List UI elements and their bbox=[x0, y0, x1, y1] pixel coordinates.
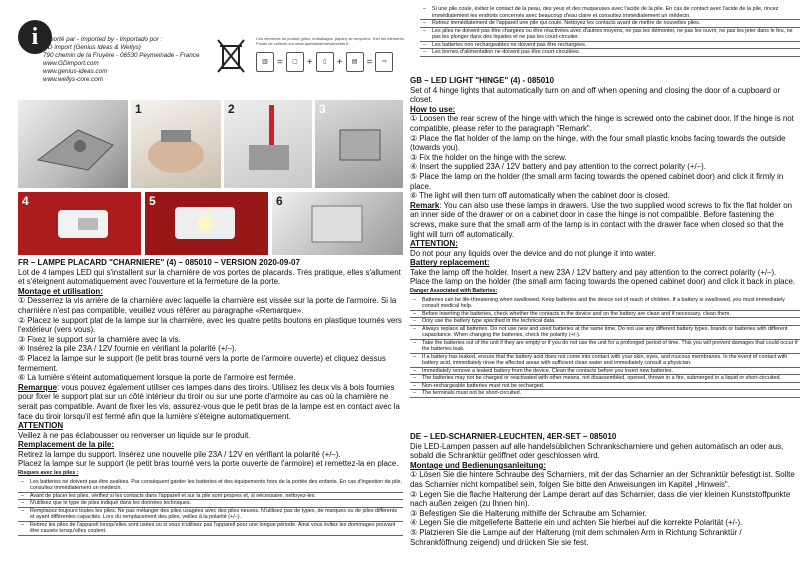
importer-line: GD import (Genius Ideas & Wellys) bbox=[43, 44, 141, 51]
photo-step-5 bbox=[145, 192, 268, 255]
gb-battery2: Place the lamp on the holder (the small arm facing towards the opened cabinet door) and click it back in place. bbox=[410, 277, 796, 287]
list-item: – Take the batteries out of the unit if they are empty or if you do not use the unit for a prolonged period of time. This you will prevent damages that could occur if the batteries leak. bbox=[410, 340, 800, 354]
photo-step-2 bbox=[224, 100, 312, 188]
battery-illustration bbox=[18, 192, 141, 255]
fr-section bbox=[18, 258, 403, 536]
right-top-list-block bbox=[420, 6, 800, 57]
info-icon: i bbox=[18, 20, 52, 54]
recycle-text: Ces éléments du produit (piles, emballages, papier) se recyclent. Trier les éléments. Points de collecte sur www.quefairedemesdechets.fr bbox=[256, 36, 405, 46]
photo-number: 5 bbox=[149, 194, 156, 208]
gb-step: ⑤ Place the lamp on the holder (the small arm facing towards the opened cabinet door) and click it firmly in place. bbox=[410, 171, 784, 191]
list-item: – Always replace all batteries. Do not use new and used batteries at the same time. Do not use any different battery types, brands or batteries with different capacitance. When changing the batteries, check the polarity (+/-). bbox=[410, 326, 800, 340]
list-item: – Si une pile coule, évitez le contact de la peau, des yeux et des muqueuses avec l'acide de la pile. En cas de contact avec l'acide de la pile, rincez immédiatement les endroits concernés avec beaucoup d'eau claire et consultez immédiatement un médecin. bbox=[420, 6, 800, 20]
gb-attention-title: ATTENTION: bbox=[410, 239, 458, 249]
fr-title: FR – LAMPE PLACARD "CHARNIERE" (4) – 085010 – VERSION 2020-09-07 bbox=[18, 258, 300, 267]
list-item: – If a battery has leaked, ensure that the battery acid does not come into contact with your skin, eyes, and mucous membranes. In the event of contact with battery acid, immediately rinse the affected areas with sufficient clean water and immediately consult a physician. bbox=[410, 354, 800, 368]
importer-line: www.GDimport.com bbox=[43, 60, 99, 67]
header bbox=[18, 18, 408, 96]
photo-step-4 bbox=[18, 192, 141, 255]
fr-risks-continued-list bbox=[420, 6, 800, 57]
bottle-icon: ▯ bbox=[316, 52, 334, 72]
gb-battery: Take the lamp off the holder. Insert a new 23A / 12V battery and pay attention to the correct polarity (+/–). bbox=[410, 267, 777, 277]
list-item: – N'utilisez que le type de piles indiqué dans les données techniques. bbox=[18, 500, 403, 508]
fr-battery-title: Remplacement de la pile: bbox=[18, 440, 115, 450]
list-item: – Les batteries non rechargeables ne doivent pas être rechargées. bbox=[420, 42, 800, 50]
list-item: – The batteries may not be charged or reactivated with other means, not disassembled, opened, thrown in a fire, submerged in a liquid or short-circuited. bbox=[410, 375, 800, 383]
gb-danger-list bbox=[410, 297, 800, 398]
right-column bbox=[410, 0, 800, 571]
fr-risks-list bbox=[18, 479, 403, 536]
arrow-icon: ⇨ bbox=[375, 52, 393, 72]
importer-line: 790 chemin de la Fruyère - 06530 Peymeinade - France bbox=[43, 52, 200, 59]
de-howto-title: Montage und Bedienungsanleitung: bbox=[410, 460, 546, 470]
fr-step: ④ Insérez la pile 23A / 12V fournie en vérifiant la polarité (+/–). bbox=[18, 344, 237, 354]
photo-hinge bbox=[18, 100, 128, 188]
list-item: – Les piles ne doivent pas être chargées ou être réactivées avec d'autres moyens, ne pas les démonter, ne pas les ouvrir, ne pas les jeter dans le feu, ne pas les plonger dans des liquides et ne pas les court-circuiter. bbox=[420, 28, 800, 42]
holder-illustration bbox=[315, 100, 403, 188]
hinge-illustration bbox=[18, 100, 128, 188]
mounted-lamp-illustration bbox=[272, 192, 403, 255]
gb-remark-text: : You can also use these lamps in drawers. Use the two supplied wood screws to fix the flat holder on an inner side of the drawer or on a cabinet door in case the hinge is not compatible. Before fastening the screws, make sure that the small arm of the lamp is in contact with the drawer face when closed so that the light will turn off automatically. bbox=[410, 200, 793, 239]
fr-step: ⑥ La lumière s'éteint automatiquement lorsque la porte de l'armoire est fermée. bbox=[18, 373, 296, 383]
photo-number: 2 bbox=[228, 102, 235, 116]
photo-step-6 bbox=[272, 192, 403, 255]
list-item: – The terminals must not be short-circuited. bbox=[410, 390, 800, 398]
paper-icon: ▤ bbox=[346, 52, 364, 72]
photo-step-1 bbox=[131, 100, 221, 188]
fr-step: ③ Fixez le support sur la charnière avec la vis. bbox=[18, 334, 181, 344]
gb-intro: Set of 4 hinge lights that automatically turn on and off when opening and closing the door of a cupboard or closet. bbox=[410, 85, 781, 105]
gb-step: ① Loosen the rear screw of the hinge with which the hinge is screwed onto the cabinet door. If the hinge is not compatible, please refer to the paragraph "Remark". bbox=[410, 114, 794, 133]
fr-remark-text: : vous pouvez également utiliser ces lampes dans des tiroirs. Utilisez les deux vis à bois fournies pour fixer le support plat sur un côté intérieur du tiroir ou sur une porte d'armoire au cas où la charnière ne serait pas compatible. Avant de fixer les vis, assurez-vous que le petit bras de la lampe est en contact avec la face du tiroir lorsqu'il est fermé afin que la lumière s'éteigne automatiquement. bbox=[18, 382, 400, 421]
de-step: ① Lösen Sie die hintere Schraube des Scharniers, mit der das Scharnier an der Schranktür befestigt ist. Sollte das Scharnier nicht kompatibel sein, folgen Sie bitte den Anweisungen im Kapitel „Hinweis". bbox=[410, 470, 795, 489]
fr-attention-title: ATTENTION bbox=[18, 421, 64, 431]
importer-block bbox=[43, 36, 199, 84]
de-section bbox=[410, 432, 800, 547]
fr-mount-title: Montage et utilisation: bbox=[18, 286, 103, 296]
gb-section bbox=[410, 76, 800, 398]
list-item: – Les batteries ne doivent pas être avalées. Par conséquent garder les batteries et des équipements hors de la portée des enfants. En cas d'ingestion de pile, consultez immédiatement un médecin. bbox=[18, 479, 403, 493]
hand-illustration bbox=[131, 100, 221, 188]
fr-step: ① Desserrez la vis arrière de la charnière avec laquelle la charnière est vissée sur la porte de l'armoire. Si la charnière n'est pas compatible, veuillez vous référer au paragraphe «Remarque». bbox=[18, 296, 397, 315]
box-icon: ▢ bbox=[286, 52, 304, 72]
gb-danger-title: Danger Associated with Batteries: bbox=[410, 288, 498, 295]
gb-step: ② Place the flat holder of the lamp on the hinge, with the four small plastic knobs facing towards the outside (towards you). bbox=[410, 133, 786, 153]
de-step: ⑤ Platzieren Sie die Lampe auf der Halterung (mit dem schmalen Arm in Richtung Schranktür / Schrankföffnung zeigend) und drücken Sie sie fest. bbox=[410, 527, 742, 547]
importer-line: Importé par - Imported by - Importado por : bbox=[43, 36, 163, 43]
photo-step-3 bbox=[315, 100, 403, 188]
gb-step: ⑥ The light will then turn off automatically when the cabinet door is closed. bbox=[410, 191, 670, 201]
fr-intro: Lot de 4 lampes LED qui s'installent sur la charnière de vos portes de placards. Très pratique, elles s'allument et s'éteignent automatiquement avec l'ouverture et la fermeture de la porte. bbox=[18, 267, 401, 287]
trash-bin-icon bbox=[216, 38, 246, 74]
importer-line: www.genius-ideas.com bbox=[43, 68, 108, 75]
list-item: – Retirez immédiatement de l'appareil une pile qui coule. Nettoyez les contacts avant de mettre de nouvelles piles. bbox=[420, 20, 800, 28]
gb-step: ③ Fix the holder on the hinge with the screw. bbox=[410, 152, 567, 162]
gb-howto-title: How to use: bbox=[410, 104, 456, 114]
recycle-icons: ▥ = ▢ + ▯ + ▤ = ⇨ bbox=[256, 52, 393, 72]
importer-line: www.wellys-core.com bbox=[43, 76, 104, 83]
fr-remark bbox=[18, 383, 403, 421]
fr-remark-label: Remarque bbox=[18, 382, 58, 392]
gb-step: ④ Insert the supplied 23A / 12V battery and pay attention to the correct polarity (+/–). bbox=[410, 162, 706, 172]
screwdriver-illustration bbox=[224, 100, 312, 188]
de-step: ④ Legen Sie die mitgelieferte Batterie ein und achten Sie hierbei auf die korrekte Polarität (+/-). bbox=[410, 518, 743, 528]
de-step: ② Legen Sie die flache Halterung der Lampe derart auf das Scharnier, dass die vier kleinen Kunststoffpunkte nach außen zeigen (zu Ihnen hin). bbox=[410, 489, 791, 509]
gb-title: GB – LED LIGHT "HINGE" (4) - 085010 bbox=[410, 76, 555, 85]
de-title: DE – LED-SCHARNIER-LEUCHTEN, 4ER-SET – 085010 bbox=[410, 432, 617, 441]
lamp-illustration bbox=[145, 192, 268, 255]
photo-number: 1 bbox=[135, 102, 142, 116]
fr-attention: Veillez à ne pas éclabousser ou renverser un liquide sur le produit. bbox=[18, 430, 251, 440]
list-item: – Remplacez toujours toutes les piles. Ne pas mélanger des piles usagées avec des piles neuves. N'utilisez pas de types, de marques ou de piles différents et ayant différentes capacités. Lors du remplacement des piles, veillez à la polarité (+/–). bbox=[18, 508, 403, 522]
bin-icon: ▥ bbox=[256, 52, 274, 72]
gb-remark-label: Remark bbox=[410, 200, 440, 210]
fr-battery: Retirez la lampe du support. Insérez une nouvelle pile 23A / 12V en vérifiant la polarité (+/–). bbox=[18, 449, 341, 459]
gb-remark bbox=[410, 201, 800, 239]
fr-risks-title: Risques avec les piles : bbox=[18, 470, 79, 477]
list-item: – Batteries can be life-threatening when swallowed. Keep batteries and the device out of reach of children. If a battery is swallowed, you must immediately consult medical help. bbox=[410, 297, 800, 311]
photo-number: 4 bbox=[22, 194, 29, 208]
instruction-photos bbox=[18, 100, 403, 255]
gb-attention: Do not pour any liquids over the device and do not plunge it into water. bbox=[410, 248, 657, 258]
list-item: – Retirez les piles de l'appareil lorsqu'elles sont usées ou si vous n'utilisez pas l'appareil pour une longue période. Ainsi vous évitez les dommages pouvant être causés lorsqu'elles coulent. bbox=[18, 522, 403, 536]
list-item: – Immediately remove a leaked battery from the device. Clean the contacts before you insert new batteries. bbox=[410, 368, 800, 376]
list-item: – Avant de placer les piles, vérifiez si les contacts dans l'appareil et sur la pile sont propres et, si nécessaire, nettoyez-les. bbox=[18, 493, 403, 501]
fr-step: ⑤ Placez la lampe sur le support (le petit bras tourné vers la porte de l'armoire ouverte) et cliquez dessus fermement. bbox=[18, 353, 386, 373]
list-item: – Les bornes d'alimentation ne doivent pas être court-circuitées. bbox=[420, 49, 800, 57]
fr-battery2: Placez la lampe sur le support (le petit bras tourné vers la porte ouverte de l'armoire) et remettez-la en place. bbox=[18, 459, 399, 469]
de-step: ③ Befestigen Sie die Halterung mithilfe der Schraube am Scharnier. bbox=[410, 508, 647, 518]
photo-number: 3 bbox=[319, 102, 326, 116]
fr-step: ② Placez le support plat de la lampe sur la charnière, avec les quatre petits boutons en plastique tournés vers l'extérieur (vers vous). bbox=[18, 315, 402, 335]
gb-battery-title: Battery replacement: bbox=[410, 258, 490, 268]
list-item: – Non-rechargeable batteries must not be recharged. bbox=[410, 383, 800, 391]
de-intro: Die LED-Lampen passen auf alle handelsüblichen Schrankscharniere und gehen automatisch an oder aus, sobald die Schranktür geöffnet oder geschlossen wird. bbox=[410, 441, 784, 461]
list-item: – Before inserting the batteries, check whether the contacts in the device and on the battery are clean and if necessary, clean them. bbox=[410, 311, 800, 319]
list-item: – Only use the battery type specified in the technical data. bbox=[410, 318, 800, 326]
photo-number: 6 bbox=[276, 194, 283, 208]
